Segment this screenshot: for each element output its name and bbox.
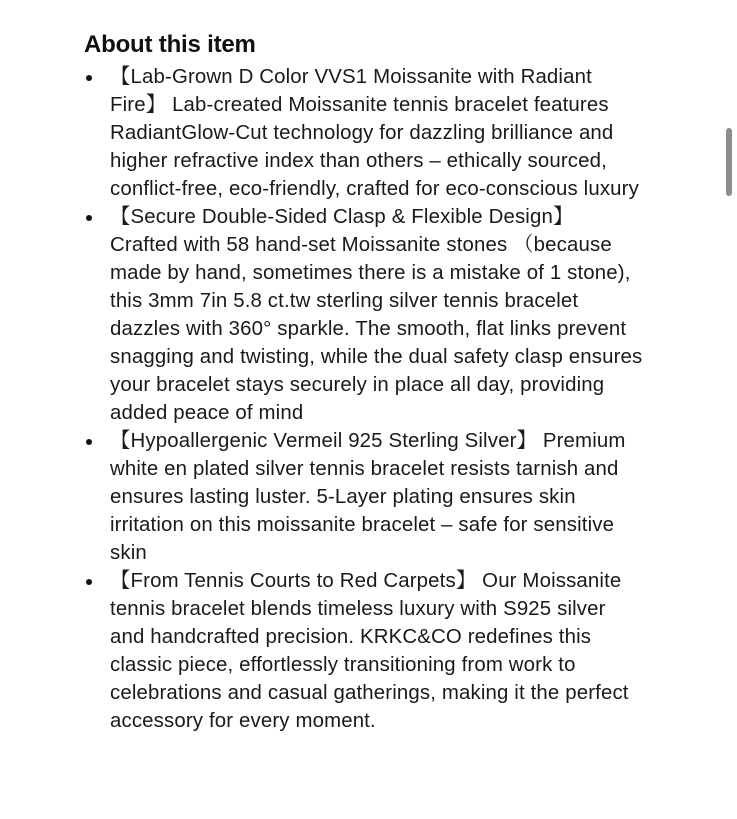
- feature-bullet: [84, 427, 644, 567]
- feature-bullet-text: 【Lab-Grown D Color VVS1 Moissanite with Radiant Fire】 Lab-created Moissanite tennis bracelet features RadiantGlow-Cut technology for dazzling brilliance and higher refractive index than others – ethically sourced, conflict-free, eco-friendly, crafted for eco-conscious luxury: [110, 66, 639, 200]
- feature-bullet: [84, 63, 644, 203]
- feature-bullet-list: [84, 63, 644, 735]
- scrollbar-thumb[interactable]: [726, 128, 732, 196]
- bullet-dot-icon: [86, 579, 92, 585]
- section-title: About this item: [84, 31, 256, 58]
- feature-bullet: [84, 567, 644, 735]
- bullet-dot-icon: [86, 75, 92, 81]
- feature-bullet: [84, 203, 644, 427]
- feature-bullet-text: 【Hypoallergenic Vermeil 925 Sterling Silver】 Premium white en plated silver tennis bracelet resists tarnish and ensures lasting luster. 5-Layer plating ensures skin irritation on this moissanite bracelet – safe for sensitive skin: [110, 430, 626, 564]
- bullet-dot-icon: [86, 439, 92, 445]
- feature-bullet-text: 【Secure Double-Sided Clasp & Flexible Design】 Crafted with 58 hand-set Moissanite stones （because made by hand, sometimes there is a mistake of 1 stone), this 3mm 7in 5.8 ct.tw sterling silver tennis bracelet dazzles with 360° sparkle. The smooth, flat links prevent snagging and twisting, while the dual safety clasp ensures your bracelet stays securely in place all day, providing added peace of mind: [110, 206, 643, 424]
- bullet-dot-icon: [86, 215, 92, 221]
- about-this-item-section: [84, 28, 644, 735]
- feature-bullet-text: 【From Tennis Courts to Red Carpets】 Our Moissanite tennis bracelet blends timeless luxury with S925 silver and handcrafted precision. KRKC&CO redefines this classic piece, effortlessly transitioning from work to celebrations and casual gatherings, making it the perfect accessory for every moment.: [110, 570, 629, 732]
